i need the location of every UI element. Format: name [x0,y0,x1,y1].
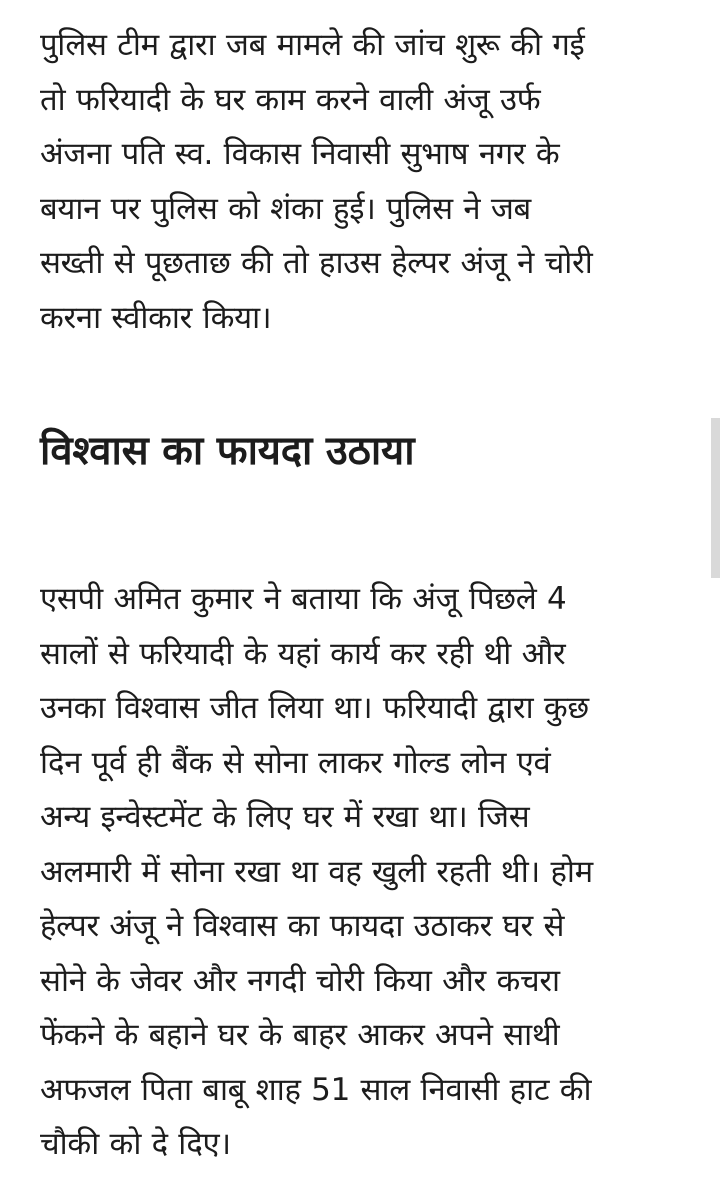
paragraph-line: अफजल पिता बाबू शाह 51 साल निवासी हाट की [40,1071,592,1108]
paragraph-line: तो फरियादी के घर काम करने वाली अंजू उर्फ [40,81,541,118]
paragraph-line: पुलिस टीम द्वारा जब मामले की जांच शुरू की गई [40,27,585,63]
paragraph-line: बयान पर पुलिस को शंका हुई। पुलिस ने जब [40,190,531,227]
paragraph-line: एसपी अमित कुमार ने बताया कि अंजू पिछले 4 [40,581,567,617]
paragraph-line: अन्य इन्वेस्टमेंट के लिए घर में रखा था। जिस [40,799,530,835]
paragraph-line: अंजना पति स्व. विकास निवासी सुभाष नगर के [40,136,560,172]
article-paragraph-2 [40,572,690,1172]
paragraph-line: फेंकने के बहाने घर के बाहर आकर अपने साथी [40,1017,560,1053]
paragraph-line: सालों से फरियादी के यहां कार्य कर रही थी और [40,635,566,672]
scrollbar-track[interactable] [710,0,720,1201]
paragraph-line: सोने के जेवर और नगदी चोरी किया और कचरा [40,962,560,999]
paragraph-line: अलमारी में सोना रखा था वह खुली रहती थी। होम [40,853,593,890]
paragraph-line: हेल्पर अंजू ने विश्वास का फायदा उठाकर घर से [40,908,565,944]
scrollbar-thumb[interactable] [711,418,720,578]
paragraph-line: उनका विश्वास जीत लिया था। फरियादी द्वारा कुछ [40,690,589,726]
paragraph-line: चौकी को दे दिए। [40,1126,231,1162]
paragraph-line: सख्ती से पूछताछ की तो हाउस हेल्पर अंजू ने चोरी [40,245,593,281]
section-heading: विश्वास का फायदा उठाया [40,428,415,474]
article-paragraph-1 [40,18,690,345]
paragraph-line: दिन पूर्व ही बैंक से सोना लाकर गोल्ड लोन एवं [40,744,551,781]
paragraph-line: करना स्वीकार किया। [40,299,272,336]
article-body [40,18,690,1172]
